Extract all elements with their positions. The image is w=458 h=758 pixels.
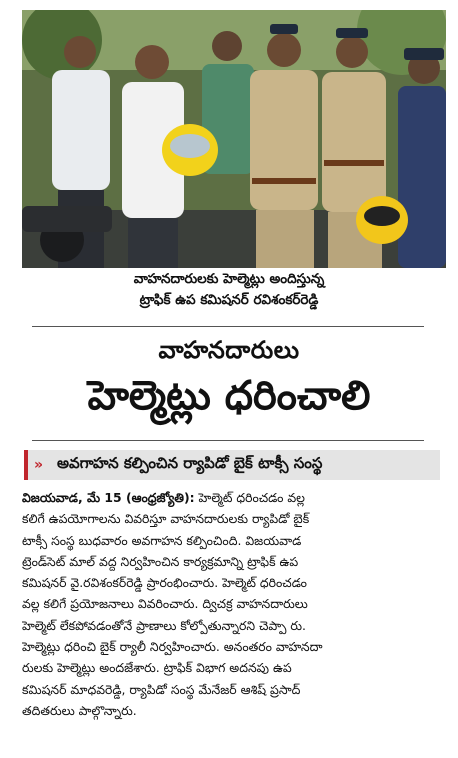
article-line: ట్రెండ్‌సెట్ మాల్ వద్ద నిర్వహించిన కార్యక్రమాన్ని ట్రాఫిక్ ఉప (22, 553, 299, 569)
article-line: హెల్మెట్ లేకపోవడంతోనే ప్రాణాలు కోల్పోతున్నారని చెప్పా రు. (22, 617, 306, 633)
double-chevron-icon: » (34, 457, 44, 473)
headline: హెల్మెట్లు ధరించాలి (87, 373, 371, 419)
article-line: తదితరులు పాల్గొన్నారు. (22, 702, 137, 718)
headline-kicker: వాహనదారులు (158, 336, 300, 364)
article-line-first (22, 487, 438, 508)
article-line: కలిగే ఉపయోగాలను వివరిస్తూ వాహనదారులకు ర్యాపిడో బైక్ (22, 511, 310, 527)
news-photo (22, 10, 446, 268)
article-line: హెల్మెట్లు ధరించి బైక్ ర్యాలీ నిర్వహించారు. అనంతరం వాహనదా (22, 639, 323, 655)
caption-line-2: ట్రాఫిక్ ఉప కమిషనర్ రవిశంకర్‌రెడ్డి (139, 292, 319, 308)
caption-divider (32, 326, 424, 327)
photo-helmet-distribution-icon (22, 10, 446, 268)
article-line: వల్ల కలిగే ప్రయోజనాలు వివరించారు. ద్విచక్ర వాహనదారులు (22, 596, 308, 612)
caption-line-1: వాహనదారులకు హెల్మెట్లు అందిస్తున్న (133, 271, 325, 287)
photo-caption (0, 269, 458, 311)
article-line: కమిషనర్ వై.రవిశంకర్‌రెడ్డి ప్రారంభించారు. హెల్మెట్ ధరించడం (22, 575, 307, 591)
article-line: టాక్సీ సంస్థ బుధవారం అవగాహన కల్పించింది. విజయవాడ (22, 532, 302, 548)
subhead-banner (24, 450, 440, 480)
dateline: విజయవాడ, మే 15 (ఆంధ్రజ్యోతి): (22, 490, 195, 505)
subhead-text: అవగాహన కల్పించిన ర్యాపిడో బైక్ టాక్సీ సంస్థ (57, 454, 323, 472)
article-body (22, 487, 438, 721)
article-line: రులకు హెల్మెట్లు అందజేశారు. ట్రాఫిక్ విభాగ అదనపు ఉప (22, 660, 292, 676)
headline-divider (32, 440, 424, 441)
article-line: హెల్మెట్ ధరించడం వల్ల (198, 490, 305, 505)
article-line: కమిషనర్ మాధవరెడ్డి, ర్యాపిడో సంస్థ మేనేజర్ ఆశిష్ ప్రసాద్ (22, 681, 301, 697)
